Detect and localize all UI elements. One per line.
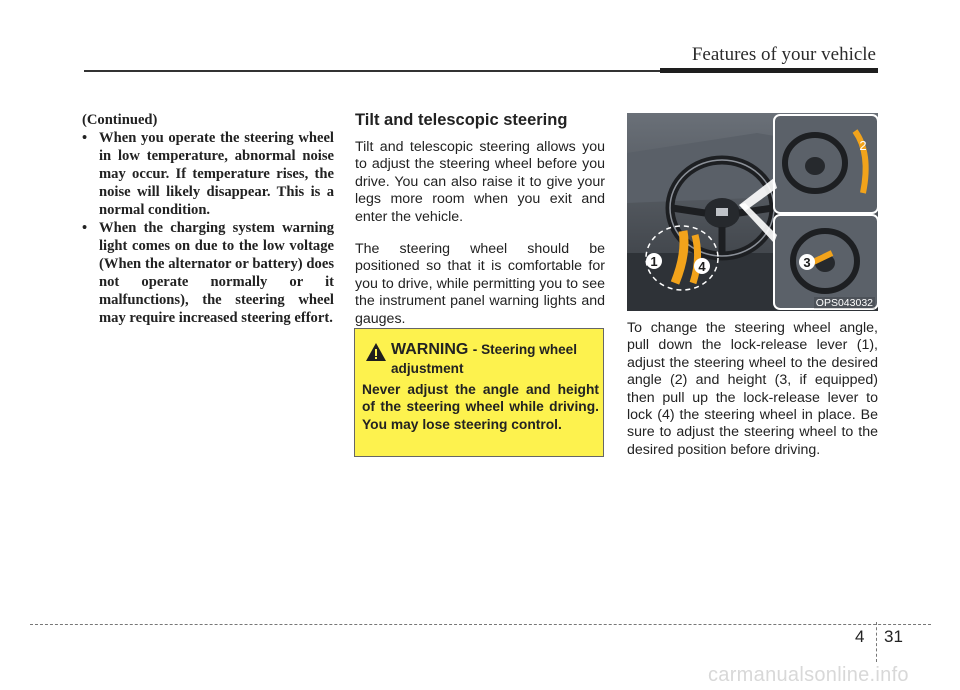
paragraph-position: The steering wheel should be positioned so that it is comfortable for you to drive, while permitting you to see the instrument panel warning lights and gauges. — [355, 241, 605, 327]
callout-1: 1 — [650, 254, 658, 269]
inset-bottom — [774, 215, 878, 309]
chapter-number: 4 — [855, 627, 865, 646]
callout-3: 3 — [803, 255, 811, 270]
paragraph-instructions: To change the steering wheel angle, pull down the lock-release lever (1), adjust the steering wheel to the desired angle (2) and height (3, if equipped) then pull up the lock-release lever to lock (4) the steering wheel in place. Be sure to adjust the steering wheel to the desired position before driving. — [627, 320, 878, 458]
left-column — [82, 111, 334, 327]
continued-label: (Continued) — [82, 112, 158, 128]
warning-label: WARNING — [391, 341, 469, 358]
warning-title — [391, 340, 601, 378]
callout-4: 4 — [698, 259, 706, 274]
warning-subtitle: - Steering wheel adjustment — [391, 342, 578, 376]
footer-rule — [30, 624, 931, 625]
bullet-charging-warning: • When the charging system warning light comes on due to the low voltage (When the alternator or battery) does not operate normally or it malfunctions), the steering wheel may require increased steering effort. — [82, 219, 334, 327]
header-title: Features of your vehicle — [691, 44, 876, 65]
warning-text: Never adjust the angle and height of the steering wheel while driving. You may lose steering control. — [362, 382, 599, 432]
inset-top — [774, 115, 878, 213]
footer-divider — [876, 622, 877, 662]
warning-triangle-icon — [365, 342, 387, 362]
paragraph-intro: Tilt and telescopic steering allows you to adjust the steering wheel before you drive. You can also raise it to give your legs more room when you exit and enter the vehicle. — [355, 139, 605, 225]
page-number: 31 — [884, 627, 903, 646]
steering-figure — [627, 113, 878, 311]
header-rule-accent — [660, 68, 878, 73]
steering-illustration — [627, 113, 878, 311]
middle-column — [355, 111, 605, 343]
watermark: carmanualsonline.info — [708, 664, 909, 686]
section-heading: Tilt and telescopic steering — [355, 111, 568, 129]
right-column — [627, 320, 878, 474]
figure-code: OPS043032 — [815, 297, 873, 309]
callout-2: 2 — [859, 138, 867, 153]
bullet-low-temperature: • When you operate the steering wheel in low temperature, abnormal noise may occur. If temperature rises, the noise will likely disappear. This is a normal condition. — [82, 129, 334, 219]
warning-box — [354, 328, 604, 457]
